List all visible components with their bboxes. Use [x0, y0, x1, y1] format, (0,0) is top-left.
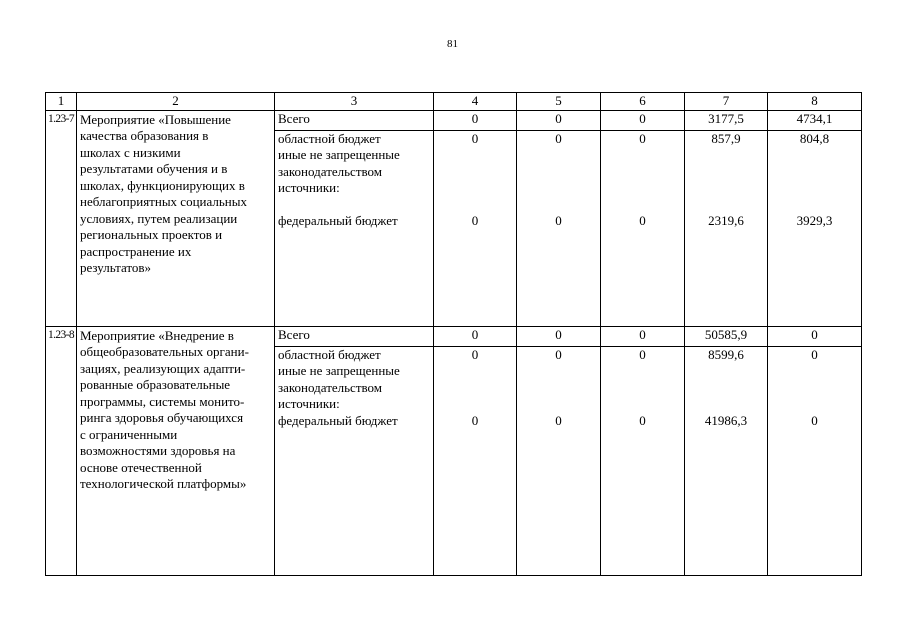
description-line: ринга здоровья обучающихся: [80, 410, 244, 425]
value-cell: 4734,1: [768, 110, 862, 130]
description-line: возможностями здоровья на: [80, 443, 236, 458]
value-cell: 3177,5: [685, 110, 768, 130]
page-number: 81: [447, 38, 458, 50]
source-cell: [275, 130, 434, 326]
description-line: программы, системы монито-: [80, 393, 245, 409]
header-row: [46, 93, 862, 111]
value-cell: 0 0: [517, 346, 601, 575]
other-label-line: законодательством: [278, 379, 383, 395]
header-cell: 6: [601, 93, 685, 111]
value-cell: 0: [601, 110, 685, 130]
value-cell: 857,9 2319,6: [685, 130, 768, 326]
value-cell: 0: [434, 110, 517, 130]
description-line: рованные образовательные: [80, 377, 231, 392]
value-cell: 0 0: [434, 346, 517, 575]
description-line: школах, функционирующих в: [80, 177, 245, 193]
description-line: Мероприятие «Внедрение в: [80, 327, 234, 343]
other-label-line: источники:: [278, 180, 340, 195]
other-label-line: источники:: [278, 396, 340, 411]
description-line: с ограниченными: [80, 426, 178, 442]
description-line: распространение их: [80, 243, 192, 259]
description-line: технологической платформы»: [80, 476, 247, 491]
value-cell: 0: [434, 326, 517, 346]
value-cell: 0 0: [768, 346, 862, 575]
description-line: результатами обучения и в: [80, 161, 228, 176]
row-code: 1.23-7: [46, 110, 77, 326]
value-cell: 0: [601, 326, 685, 346]
row-description: [77, 110, 275, 326]
description-line: результатов»: [80, 260, 152, 275]
other-label-line: иные не запрещенные: [278, 147, 400, 162]
federal-label: федеральный бюджет: [278, 213, 398, 228]
row-description: [77, 326, 275, 575]
row-code: 1.23-8: [46, 326, 77, 575]
description-line: региональных проектов и: [80, 227, 223, 242]
value-cell: 0 0: [601, 130, 685, 326]
federal-label: федеральный бюджет: [278, 412, 398, 428]
regional-label: областной бюджет: [278, 346, 381, 362]
value-cell: 0: [517, 110, 601, 130]
description-line: условиях, путем реализации: [80, 210, 238, 226]
description-line: зациях, реализующих адапти-: [80, 360, 246, 376]
value-cell: 50585,9: [685, 326, 768, 346]
other-label-line: законодательством: [278, 163, 383, 179]
budget-table: [45, 92, 862, 576]
description-line: качества образования в: [80, 128, 209, 143]
table-row: [46, 326, 862, 346]
other-label-line: иные не запрещенные: [278, 363, 400, 378]
description-line: Мероприятие «Повышение: [80, 111, 231, 127]
regional-label: областной бюджет: [278, 130, 381, 146]
header-cell: 2: [77, 93, 275, 111]
header-cell: 4: [434, 93, 517, 111]
header-cell: 5: [517, 93, 601, 111]
total-label: Всего: [275, 110, 434, 130]
header-cell: 7: [685, 93, 768, 111]
value-cell: 0 0: [434, 130, 517, 326]
source-cell: [275, 346, 434, 575]
value-cell: 8599,6 41986,3: [685, 346, 768, 575]
value-cell: 0: [768, 326, 862, 346]
value-cell: 0: [517, 326, 601, 346]
total-label: Всего: [275, 326, 434, 346]
value-cell: 0 0: [601, 346, 685, 575]
value-cell: 0 0: [517, 130, 601, 326]
header-cell: 1: [46, 93, 77, 111]
header-cell: 3: [275, 93, 434, 111]
value-cell: 804,8 3929,3: [768, 130, 862, 326]
description-line: общеобразовательных органи-: [80, 344, 249, 359]
description-line: основе отечественной: [80, 459, 202, 475]
header-cell: 8: [768, 93, 862, 111]
description-line: школах с низкими: [80, 144, 181, 160]
description-line: неблагоприятных социальных: [80, 194, 247, 209]
table-row: [46, 110, 862, 130]
